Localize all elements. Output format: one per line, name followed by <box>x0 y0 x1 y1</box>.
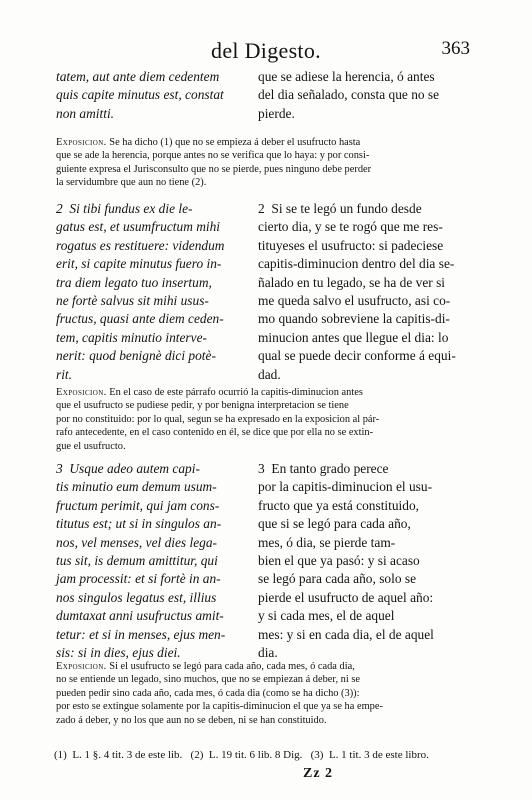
latin-text-block-2: 2 Si tibi fundus ex die le- gatus est, et usumfructum mihi rogatus es restituere: videndum erit, si capite minutus fuero in- tra diem legato tuo insertum, ne fortè salvus sit mihi usus- fructus, quasi ante diem ceden- tem, capitis minutio interve- nerit: quod benignè dici potè- rit. <box>56 201 225 382</box>
exposition-label: Exposicion. <box>56 661 107 672</box>
exposition-text: Se ha dicho (1) que no se empieza á deber el usufructo hasta que se ade la herencia, porque antes no se verifica que lo haya: y por consi- guiente expresa el Jurisconsulto que no se pierde, pues ninguno debe perder la servidumbre que aun no tiene (2). <box>56 137 372 189</box>
exposition-label: Exposicion. <box>56 137 107 148</box>
footnotes: (1) L. 1 §. 4 tit. 3 de este lib. (2) L. 19 tit. 6 lib. 8 Dig. (3) L. 1 tit. 3 de este libro. <box>54 749 429 761</box>
page-number: 363 <box>441 38 470 59</box>
exposition-block-2 <box>56 386 474 453</box>
running-header-title: del Digesto. <box>211 38 321 63</box>
exposition-text: En el caso de este párrafo ocurrió la capitis-diminucion antes que el usufructo se pudiese pedir, y por benigna interpretacion se tiene por no constituido: por lo qual, segun se ha expresado en la exposicion al pár- rafo antecedente, en el caso contenido en él, se dice que por ella no se extin- gue el usufructo. <box>56 387 380 452</box>
exposition-block-3 <box>56 660 474 727</box>
exposition-text: Si el usufructo se legó para cada año, cada mes, ó cada dia, no se entiende un legado, sino muchos, que no se empiezan á deber, ni se pueden pedir sino cada año, cada mes, ó cada dia (como se ha dicho (3)): por esto se extingue solamente por la capitis-diminucion el que ya se ha empe- zado á deber, y no los que aun no se deben, ni se han constituido. <box>56 661 383 726</box>
latin-text-block-1: tatem, aut ante diem cedentem quis capite minutus est, constat non amitti. <box>56 69 224 121</box>
spanish-text-block-2: 2 Si se te legó un fundo desde cierto dia, y se te rogó que me res- tituyeses el usufructo: si padeciese capitis-diminucion dentro del dia se- ñalado en tu legado, se ha de ver si me queda salvo el usufructo, asi co- mo quando sobreviene la capitis-di- minucion antes que llegue el dia: lo qual se puede decir conforme á equi- dad. <box>258 201 456 382</box>
latin-text-block-3: 3 Usque adeo autem capi- tis minutio eum demum usum- fructum perimit, qui jam cons- titutus est; ut si in singulos an- nos, vel menses, vel dies lega- tus sit, is demum amittitur, qui jam processit: et si fortè in an- nos singulos legatus est, illius dumtaxat anni usufructus amit- tetur: et si in menses, ejus men- sis: si in dies, ejus diei. <box>56 461 226 661</box>
spanish-text-block-3: 3 En tanto grado perece por la capitis-diminucion el usu- fructo que ya está constituido, que si se legó para cada año, mes, ó dia, se pierde tam- bien el que ya pasó: y si acaso se legó para cada año, solo se pierde el usufructo de aquel año: y si cada mes, el de aquel mes: y si en cada dia, el de aquel dia. <box>258 461 434 661</box>
exposition-block-1 <box>56 136 474 190</box>
signature-mark: Zz 2 <box>303 766 334 781</box>
exposition-label: Exposicion. <box>56 387 107 398</box>
spanish-text-block-1: que se adiese la herencia, ó antes del dia señalado, consta que no se pierde. <box>258 69 440 121</box>
